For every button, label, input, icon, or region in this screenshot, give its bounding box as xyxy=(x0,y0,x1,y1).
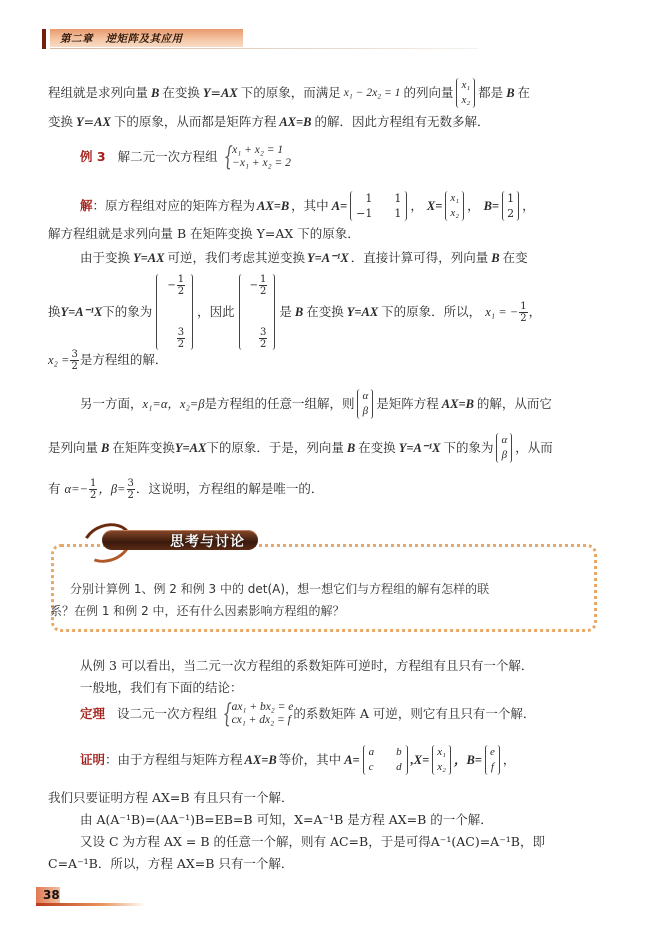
vector-B: 1 2 xyxy=(502,191,519,221)
text: 都是 xyxy=(478,85,504,100)
paragraph-line: 从例 3 可以看出，当二元一次方程组的系数矩阵可逆时，方程组有且只有一个解． xyxy=(80,658,534,673)
page-footer xyxy=(36,887,146,907)
equation-system: { ax₁ + bx₂ = e cx₁ + dx₂ = f xyxy=(222,699,294,729)
math-condition: x₁ − 2x₂ = 1 xyxy=(343,87,401,99)
example-label: 例 3 xyxy=(80,149,106,164)
vector-B: e f xyxy=(485,745,500,775)
equation-system: { x₁ + x₂ = 1 −x₁ + x₂ = 2 xyxy=(223,142,291,172)
math-YinvX: Y=A⁻¹X xyxy=(60,305,103,319)
header-accent-bar xyxy=(42,29,46,49)
paragraph-line xyxy=(48,80,530,106)
paragraph-line: 另一方面， x₁=α，x₂=β 是方程组的任意一组解，则 α β 是矩阵方程 AX=B 的解，从而它 xyxy=(80,390,552,417)
chapter-header xyxy=(42,29,478,49)
think-discuss-badge xyxy=(82,528,258,552)
math-YinvX: Y=A⁻¹X xyxy=(306,251,349,265)
math-x1: x₁ = − xyxy=(485,305,519,319)
theorem xyxy=(80,696,535,732)
think-text-line: 系？在例 1 和例 2 中，还有什么因素影响方程组的解？ xyxy=(50,604,345,618)
text: 下的原象，而满足 xyxy=(240,85,341,100)
example-3 xyxy=(80,140,291,174)
paragraph-line: 解方程组就是求列向量 B 在矩阵变换 Y=AX 下的原象． xyxy=(48,226,360,241)
math-AX: AX xyxy=(221,86,238,100)
think-discuss-title: 思考与讨论 xyxy=(170,534,245,550)
text: 在变换 xyxy=(162,85,200,100)
image-vector: − $\frac{1}{2}$ $\frac{3}{2}$ xyxy=(156,274,193,350)
text: 的列向量 xyxy=(403,85,454,100)
proof-line: 证明 ：由于方程组与矩阵方程 AX=B 等价，其中 A= a b c d ,X= x₁ x₂ ，B= e f ， xyxy=(80,746,516,773)
footer-rule xyxy=(36,903,146,906)
math-alpha-beta: x₁=α，x₂=β xyxy=(142,397,205,411)
math-B: B xyxy=(506,86,515,100)
solution-line: 解 ：原方程组对应的矩阵方程为 AX=B ，其中 A= 1 1 −1 1 ， X= x₁ x₂ ， B= 1 2 ， xyxy=(80,192,535,220)
text: 变换 xyxy=(48,114,74,129)
math-eq: = xyxy=(210,85,221,100)
text: ：原方程组对应的矩阵方程为 xyxy=(92,198,256,213)
column-vector-x: x₁ x₂ xyxy=(456,78,475,108)
solution-label: 解 xyxy=(80,198,93,213)
header-rule xyxy=(50,48,478,49)
vector-alpha-beta: α β xyxy=(496,433,512,463)
paragraph-line: 是列向量 B 在矩阵变换 Y=AX 下的原象．于是，列向量 B 在变换 Y=A⁻¹X 下的象为 α β ，从而 xyxy=(48,434,553,461)
paragraph-line: C=A⁻¹B．所以，方程 AX=B 只有一个解． xyxy=(48,856,294,871)
text: 在 xyxy=(517,85,531,100)
theorem-label: 定理 xyxy=(80,706,106,721)
think-text-line: 分别计算例 1、例 2 和例 3 中的 det(A)，想一想它们与方程组的解有怎样的联 xyxy=(70,582,490,596)
math-Y: Y xyxy=(76,115,84,129)
math-AXeqB: AX=B xyxy=(257,199,290,213)
math-AXeqB: AX=B xyxy=(279,115,312,129)
paragraph-line: x₂ = $\frac{3}{2}$ 是方程组的解． xyxy=(48,348,168,372)
proof-label: 证明 xyxy=(80,752,106,767)
paragraph-line: 由 A(A⁻¹B)=(AA⁻¹)B=EB=B 可知，X=A⁻¹B 是方程 AX=B 的一个解． xyxy=(80,812,493,827)
text: 下的原象，从而都是矩阵方程 xyxy=(113,114,277,129)
paragraph-line: 有 α=− $\frac{1}{2}$ ，β= $\frac{3}{2}$ ．这说明，方程组的解是唯一的． xyxy=(48,477,324,501)
paragraph-line: 一般地，我们有下面的结论： xyxy=(80,680,243,695)
paragraph-line: 我们只要证明方程 AX=B 有且只有一个解． xyxy=(48,790,294,805)
math-AX: AX xyxy=(94,115,111,129)
paragraph-line: 又设 C 为方程 AX = B 的任意一个解，则有 AC=B，于是可得A⁻¹(AC)=A⁻¹B，即 xyxy=(80,834,545,849)
text: 的解．因此方程组有无数多解． xyxy=(314,114,490,129)
matrix-A: a b c d xyxy=(363,745,408,775)
math-x2: x₂ = xyxy=(48,353,70,367)
paragraph-line: 由于变换 Y=AX 可逆，我们考虑其逆变换 Y=A⁻¹X ．直接计算可得，列向量 B 在变 xyxy=(80,250,528,265)
chapter-title: 第二章 逆矩阵及其应用 xyxy=(60,33,183,45)
paragraph-line: 变换 Y = AX 下的原象，从而都是矩阵方程 AX=B 的解．因此方程组有无数多解． xyxy=(48,114,490,129)
theorem-tail: 的系数矩阵 A 可逆，则它有且只有一个解． xyxy=(293,706,536,721)
vector-X: x₁ x₂ xyxy=(445,191,464,221)
theorem-text: 设二元一次方程组 xyxy=(117,706,218,721)
math-B: B xyxy=(151,86,160,100)
text: ，其中 xyxy=(291,198,329,213)
matrix-A: 1 1 −1 1 xyxy=(350,191,407,221)
text: 程组就是求列向量 xyxy=(48,85,149,100)
example-text: 解二元一次方程组 xyxy=(117,149,218,164)
page-number: 38 xyxy=(43,888,60,902)
paragraph-line: 换 Y=A⁻¹X 下的象为 − $\frac{1}{2}$ $\frac{3}{2}$ ，因此 − $\frac{1}{2}$ $\frac{3}{2}$ 是 B 在变换 Y=AX 下的原象．所以， x₁ = − $\frac{1}{2}$ ， xyxy=(48,274,542,350)
math-X: X= xyxy=(426,199,443,213)
math-Y: Y xyxy=(202,86,211,100)
vector-alpha-beta: α β xyxy=(357,389,373,419)
math-A: A= xyxy=(331,199,348,213)
math-B: B= xyxy=(483,199,500,213)
vector-X: x₁ x₂ xyxy=(432,745,451,775)
math-YAX: Y=AX xyxy=(133,251,165,265)
preimage-vector: − $\frac{1}{2}$ $\frac{3}{2}$ xyxy=(239,274,276,350)
